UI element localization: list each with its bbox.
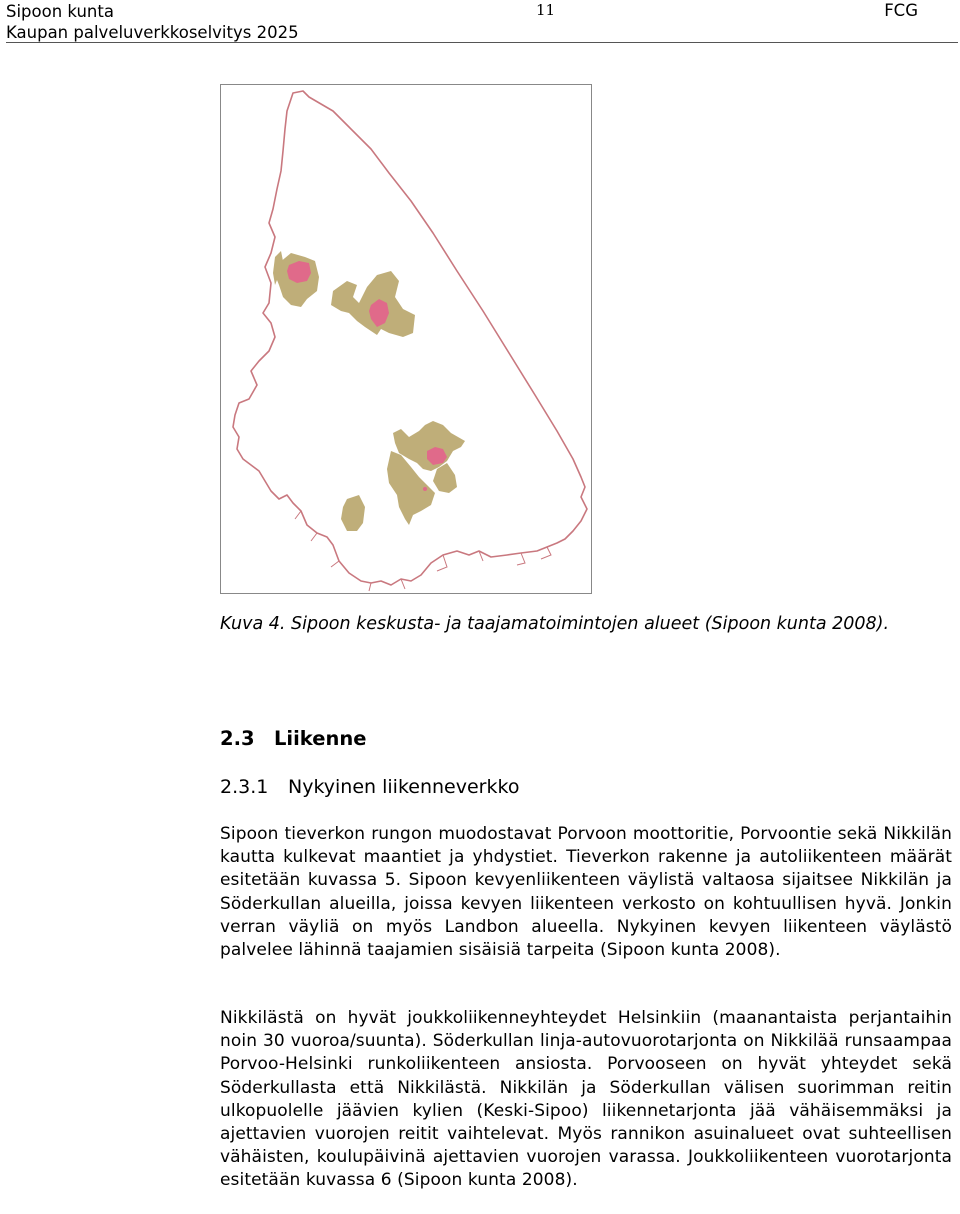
header-report-title: Kaupan palveluverkkoselvitys 2025	[6, 23, 299, 42]
header-divider	[6, 42, 958, 43]
body-paragraph: Sipoon tieverkon rungon muodostavat Porvoon moottoritie, Porvoontie sekä Nikkilän kautta kulkevat maantiet ja yhdystiet. Tieverkon rakenne ja autoliikenteen määrät esitetään kuvassa 5. Sipoon kevyenliikenteen väylistä valtaosa sijaitsee Nikkilän ja Söderkullan alueilla, joissa kevyen liikenteen verkosto on kohtuullisen hyvä. Jonkin verran väyliä on myös Landbon alueella. Nykyinen kevyen liikenteen väylästö palvelee lähinnä taajamien sisäisiä tarpeita (Sipoon kunta 2008).	[220, 824, 952, 961]
section-heading	[220, 727, 366, 750]
subsection-number: 2.3.1	[220, 776, 269, 798]
page-header	[0, 0, 960, 44]
page-number: 11	[536, 1, 556, 19]
header-org: Sipoon kunta	[6, 2, 114, 21]
map-figure	[220, 84, 592, 594]
body-paragraph: Nikkilästä on hyvät joukkoliikenneyhteydet Helsinkiin (maanantaista perjantaihin noin 30 vuoroa/suunta). Söderkullan linja-autovuorotarjonta on Nikkilää runsaampaa Porvoo-Helsinki runkoliikenteen ansiosta. Porvooseen on hyvät yhteydet sekä Söderkullasta että Nikkilästä. Nikkilän ja Söderkullan välisen suorimman reitin ulkopuolelle jäävien kylien (Keski-Sipoo) liikennetarjonta jää vähäisemmäksi ja ajettavien vuorojen reitit vaihtelevat. Myös rannikon asuinalueet ovat suhteellisen vähäisten, koulupäivinä ajettavien vuorojen varassa. Joukkoliikenteen vuorotarjonta esitetään kuvassa 6 (Sipoon kunta 2008).	[220, 1008, 952, 1191]
figure-caption: Kuva 4. Sipoon keskusta- ja taajamatoimintojen alueet (Sipoon kunta 2008).	[220, 614, 890, 634]
section-title: Liikenne	[274, 727, 367, 750]
header-company: FCG	[884, 1, 918, 20]
section-number: 2.3	[220, 727, 255, 750]
header-left	[6, 1, 299, 43]
centre-dot-south	[423, 487, 427, 491]
subsection-title: Nykyinen liikenneverkko	[288, 776, 520, 798]
municipality-map	[221, 85, 591, 593]
subsection-heading	[220, 776, 519, 798]
